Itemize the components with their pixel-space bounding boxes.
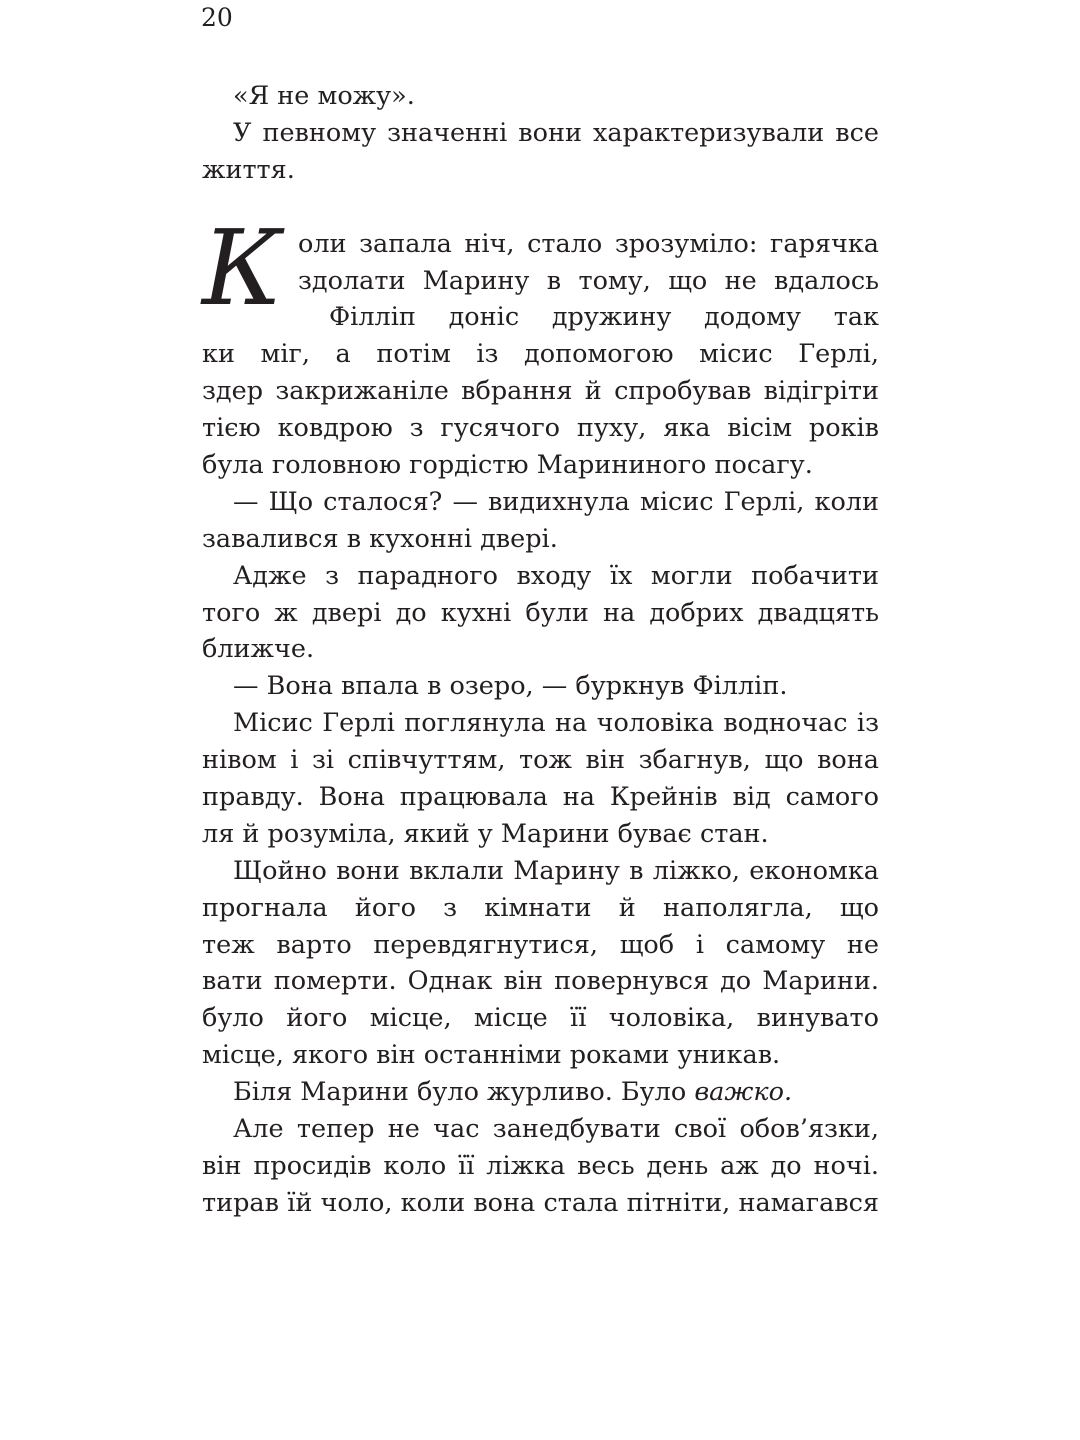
text-line: тією ковдрою з гусячого пуху, яка вісім років	[202, 413, 879, 444]
text-line: нівом і зі співчуттям, тож він збагнув, що вона	[202, 745, 879, 776]
text-line: завалився в кухонні двері.	[202, 523, 558, 554]
text-line: тирав їй чоло, коли вона стала пітніти, намагався	[202, 1187, 879, 1218]
page-number: 20	[201, 3, 233, 32]
text-line: Адже з парадного входу їх могли побачити	[233, 560, 879, 591]
text-line: Біля Марини було журливо. Було важко.	[233, 1077, 793, 1108]
text-line: було його місце, місце її чоловіка, винувато	[202, 1003, 879, 1034]
emphasis-text: важко.	[694, 1077, 793, 1108]
text-line: ки міг, а потім із допомогою місис Герлі,	[202, 339, 879, 370]
text-line: здолати Марину в тому, що не вдалось	[298, 265, 879, 296]
text-line: він просидів коло її ліжка весь день аж до ночі.	[202, 1150, 879, 1181]
text-line: того ж двері до кухні були на добрих двадцять	[202, 597, 879, 628]
text-line: правду. Вона працювала на Крейнів від самого	[202, 782, 879, 813]
text-line: Філліп доніс дружину додому так	[329, 302, 879, 333]
text-line: життя.	[202, 154, 295, 185]
text-line: — Вона впала в озеро, — буркнув Філліп.	[233, 671, 788, 702]
text-line: — Що сталося? — видихнула місис Герлі, коли	[233, 486, 879, 517]
section-break	[202, 189, 879, 226]
text-line: ближче.	[202, 634, 315, 665]
text-line: Місис Герлі поглянула на чоловіка водночас із	[233, 708, 879, 739]
text-line: прогнала його з кімнати й наполягла, що	[202, 892, 879, 923]
text-line: ля й розуміла, який у Марини буває стан.	[202, 818, 769, 849]
text-line: місце, якого він останніми роками уникав.	[202, 1040, 781, 1071]
text-line: Щойно вони вклали Марину в ліжко, економка	[233, 855, 879, 886]
text-line: вати померти. Однак він повернувся до Марини.	[202, 966, 879, 997]
text-line: була головною гордістю Марининого посагу.	[202, 450, 813, 481]
book-text	[202, 78, 879, 1222]
text-line: «Я не можу».	[233, 81, 415, 111]
text-line: У певному значенні вони характеризували все	[233, 117, 879, 148]
text-line: Але тепер не час занедбувати свої обов’язки,	[233, 1114, 879, 1145]
drop-cap-letter: К	[202, 206, 283, 329]
text-line: здер закрижаніле вбрання й спробував відігріти	[202, 376, 879, 407]
text-line: оли запала ніч, стало зрозуміло: гарячка	[298, 228, 879, 259]
text-line: теж варто перевдягнутися, щоб і самому не	[202, 929, 879, 960]
